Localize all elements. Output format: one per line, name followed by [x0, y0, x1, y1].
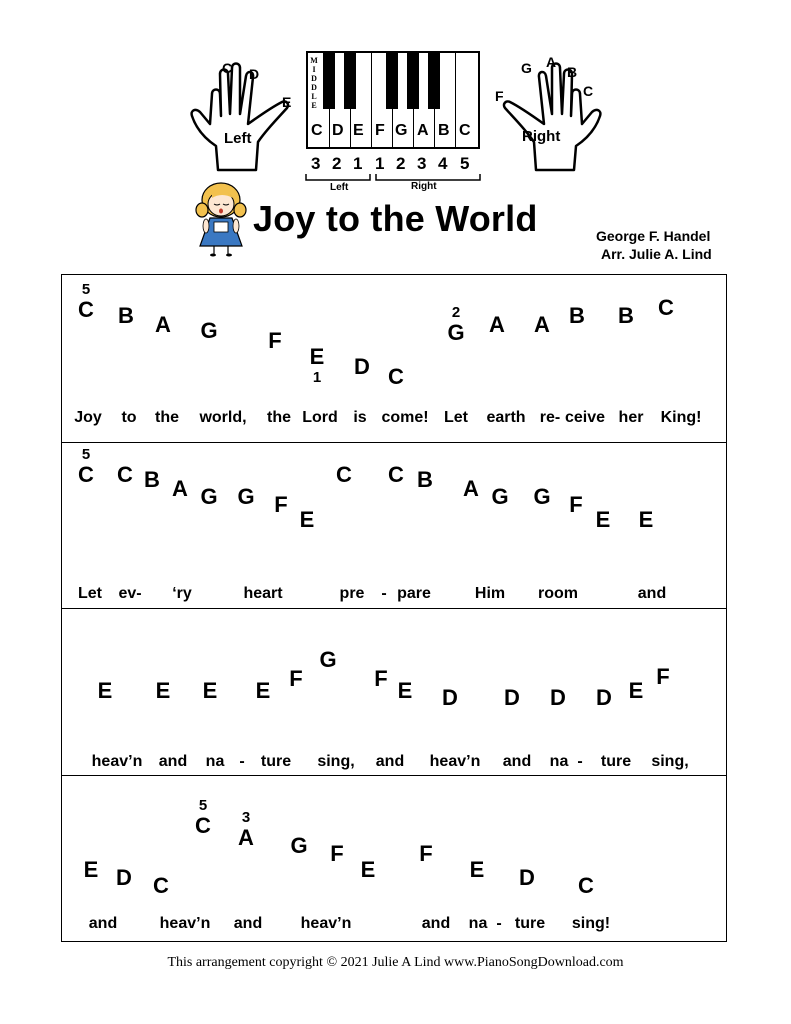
- note-letter: B: [144, 467, 160, 492]
- fingering-number: 2: [451, 304, 461, 321]
- left-fingering-caption: Left: [330, 182, 349, 193]
- fingering-number: 5: [81, 446, 91, 463]
- fingering-number: 5: [198, 797, 208, 814]
- note-letter: D: [442, 685, 458, 710]
- left-hand-letter-c: C: [222, 60, 233, 76]
- fingering-number: 1: [312, 369, 322, 386]
- lyric-word: ceive: [564, 409, 606, 426]
- lyric-word: sing,: [317, 753, 355, 770]
- key-letter-b: B: [438, 122, 450, 139]
- note-letter: F: [289, 666, 303, 691]
- note-letter: F: [268, 328, 282, 353]
- note-letter: E: [309, 344, 325, 369]
- lyric-word: -: [496, 915, 502, 932]
- lyric-word: and: [502, 753, 532, 770]
- lyric-word: Lord: [302, 409, 338, 426]
- lyric-word: and: [421, 915, 451, 932]
- note-letter: B: [417, 467, 433, 492]
- finger-number: 1: [353, 154, 363, 173]
- note-letter: G: [290, 833, 308, 858]
- lyric-word: ture: [514, 915, 546, 932]
- finger-number: 2: [396, 154, 406, 173]
- lyric-word: sing!: [571, 915, 611, 932]
- left-hand-letter-d: D: [249, 66, 260, 82]
- lyric-word: world,: [199, 409, 247, 426]
- lyric-word: come!: [381, 409, 429, 426]
- lyric-word: -: [381, 585, 387, 602]
- lyric-word: and: [158, 753, 188, 770]
- note-letter: E: [628, 678, 644, 703]
- lyric-word: sing,: [651, 753, 689, 770]
- note-letter: A: [238, 825, 254, 850]
- finger-number: 2: [332, 154, 342, 173]
- note-letter: E: [397, 678, 413, 703]
- note-letter: F: [274, 492, 288, 517]
- lyric-word: heav’n: [91, 753, 143, 770]
- note-letter: C: [78, 297, 94, 322]
- note-letter: G: [200, 484, 218, 509]
- key-letter-c-high: C: [459, 122, 471, 139]
- black-key-d-sharp: [344, 53, 356, 109]
- lyric-word: -: [239, 753, 245, 770]
- note-letter: D: [354, 354, 370, 379]
- arranger: Arr. Julie A. Lind: [601, 246, 712, 262]
- left-hand-icon: [190, 58, 300, 178]
- note-letter: F: [656, 664, 670, 689]
- lyric-word: -: [577, 753, 583, 770]
- fingering-number: 5: [81, 281, 91, 298]
- note-letter: C: [578, 873, 594, 898]
- singing-girl-illustration: [190, 180, 252, 258]
- note-letter: G: [237, 484, 255, 509]
- lyric-word: na: [549, 753, 569, 770]
- right-hand-icon: [492, 58, 602, 178]
- key-letter-a: A: [417, 122, 429, 139]
- lyric-word: and: [233, 915, 263, 932]
- finger-number: 3: [417, 154, 427, 173]
- key-letter-c: C: [311, 122, 323, 139]
- note-letter: F: [419, 841, 433, 866]
- lyric-word: her: [618, 409, 644, 426]
- note-letter: C: [658, 295, 674, 320]
- lyric-word: Let: [444, 409, 468, 426]
- fingering-number: 3: [241, 809, 251, 826]
- finger-number: 1: [375, 154, 385, 173]
- lyric-word: to: [121, 409, 137, 426]
- key-letter-d: D: [332, 122, 344, 139]
- key-letter-e: E: [353, 122, 364, 139]
- note-letter: F: [330, 841, 344, 866]
- note-letter: E: [155, 678, 171, 703]
- note-letter: D: [504, 685, 520, 710]
- note-letter: D: [116, 865, 132, 890]
- note-letter: D: [550, 685, 566, 710]
- lyric-word: pre: [339, 585, 365, 602]
- lyric-word: ev-: [118, 585, 142, 602]
- lyric-word: and: [88, 915, 118, 932]
- black-key-a-sharp: [428, 53, 440, 109]
- lyric-word: heav’n: [159, 915, 211, 932]
- note-letter: C: [336, 462, 352, 487]
- black-key-g-sharp: [407, 53, 419, 109]
- note-letter: G: [200, 318, 218, 343]
- note-letter: A: [534, 312, 550, 337]
- note-letter: E: [97, 678, 113, 703]
- note-letter: D: [519, 865, 535, 890]
- note-letter: B: [569, 303, 585, 328]
- note-letter: F: [374, 666, 388, 691]
- song-title: Joy to the World: [253, 198, 538, 239]
- note-letter: G: [319, 647, 337, 672]
- note-letter: E: [83, 857, 99, 882]
- lyric-word: is: [353, 409, 367, 426]
- note-letter: G: [533, 484, 551, 509]
- lyric-word: Joy: [74, 409, 102, 426]
- right-hand-label: Right: [522, 128, 561, 145]
- left-hand-letter-e: E: [282, 94, 292, 110]
- right-hand-letter-f: F: [495, 88, 504, 104]
- lyric-word: re-: [539, 409, 561, 426]
- lyric-word: na: [205, 753, 225, 770]
- finger-number: 5: [460, 154, 470, 173]
- lyric-word: ‘ry: [172, 585, 192, 602]
- middle-label: M I D D L E: [310, 56, 318, 110]
- note-letter: E: [638, 507, 654, 532]
- note-letter: C: [117, 462, 133, 487]
- note-letter: A: [155, 312, 171, 337]
- note-letter: G: [491, 484, 509, 509]
- note-letter: C: [195, 813, 211, 838]
- right-hand-letter-a: A: [546, 54, 557, 70]
- lyric-word: na: [468, 915, 488, 932]
- lyric-word: the: [155, 409, 179, 426]
- lyric-word: room: [538, 585, 578, 602]
- lyric-word: heav’n: [300, 915, 352, 932]
- lyric-word: Let: [78, 585, 102, 602]
- finger-number: 3: [311, 154, 321, 173]
- lyric-word: and: [375, 753, 405, 770]
- line-divider: [62, 608, 726, 609]
- right-fingering-caption: Right: [411, 181, 437, 192]
- note-letter: A: [489, 312, 505, 337]
- note-letter: F: [569, 492, 583, 517]
- line-divider: [62, 442, 726, 443]
- lyric-word: Him: [474, 585, 506, 602]
- lyric-word: heav’n: [429, 753, 481, 770]
- note-letter: E: [255, 678, 271, 703]
- key-letter-g: G: [395, 122, 408, 139]
- note-letter: C: [388, 462, 404, 487]
- note-letter: E: [469, 857, 485, 882]
- note-letter: E: [299, 507, 315, 532]
- black-key-f-sharp: [386, 53, 398, 109]
- right-hand-letter-c: C: [583, 83, 594, 99]
- black-key-c-sharp: [323, 53, 335, 109]
- note-letter: C: [153, 873, 169, 898]
- right-hand-letter-b: B: [567, 64, 578, 80]
- note-letter: C: [388, 364, 404, 389]
- key-letter-f: F: [375, 122, 385, 139]
- lyric-word: the: [267, 409, 291, 426]
- copyright-footer: This arrangement copyright © 2021 Julie A Lind www.PianoSongDownload.com: [167, 955, 624, 970]
- composer: George F. Handel: [596, 228, 711, 244]
- note-letter: G: [447, 320, 465, 345]
- note-letter: B: [118, 303, 134, 328]
- lyric-word: heart: [243, 585, 283, 602]
- note-letter: A: [463, 476, 479, 501]
- note-letter: C: [78, 462, 94, 487]
- left-hand-label: Left: [224, 130, 252, 147]
- note-letter: E: [360, 857, 376, 882]
- lyric-word: pare: [397, 585, 431, 602]
- finger-number: 4: [438, 154, 448, 173]
- lyric-word: and: [637, 585, 667, 602]
- note-letter: B: [618, 303, 634, 328]
- note-letter: D: [596, 685, 612, 710]
- lyric-word: ture: [260, 753, 292, 770]
- note-letter: E: [202, 678, 218, 703]
- right-hand-letter-g: G: [521, 60, 532, 76]
- lyric-word: King!: [660, 409, 702, 426]
- lyric-word: ture: [600, 753, 632, 770]
- note-letter: A: [172, 476, 188, 501]
- line-divider: [62, 775, 726, 776]
- note-letter: E: [595, 507, 611, 532]
- lyric-word: earth: [486, 409, 526, 426]
